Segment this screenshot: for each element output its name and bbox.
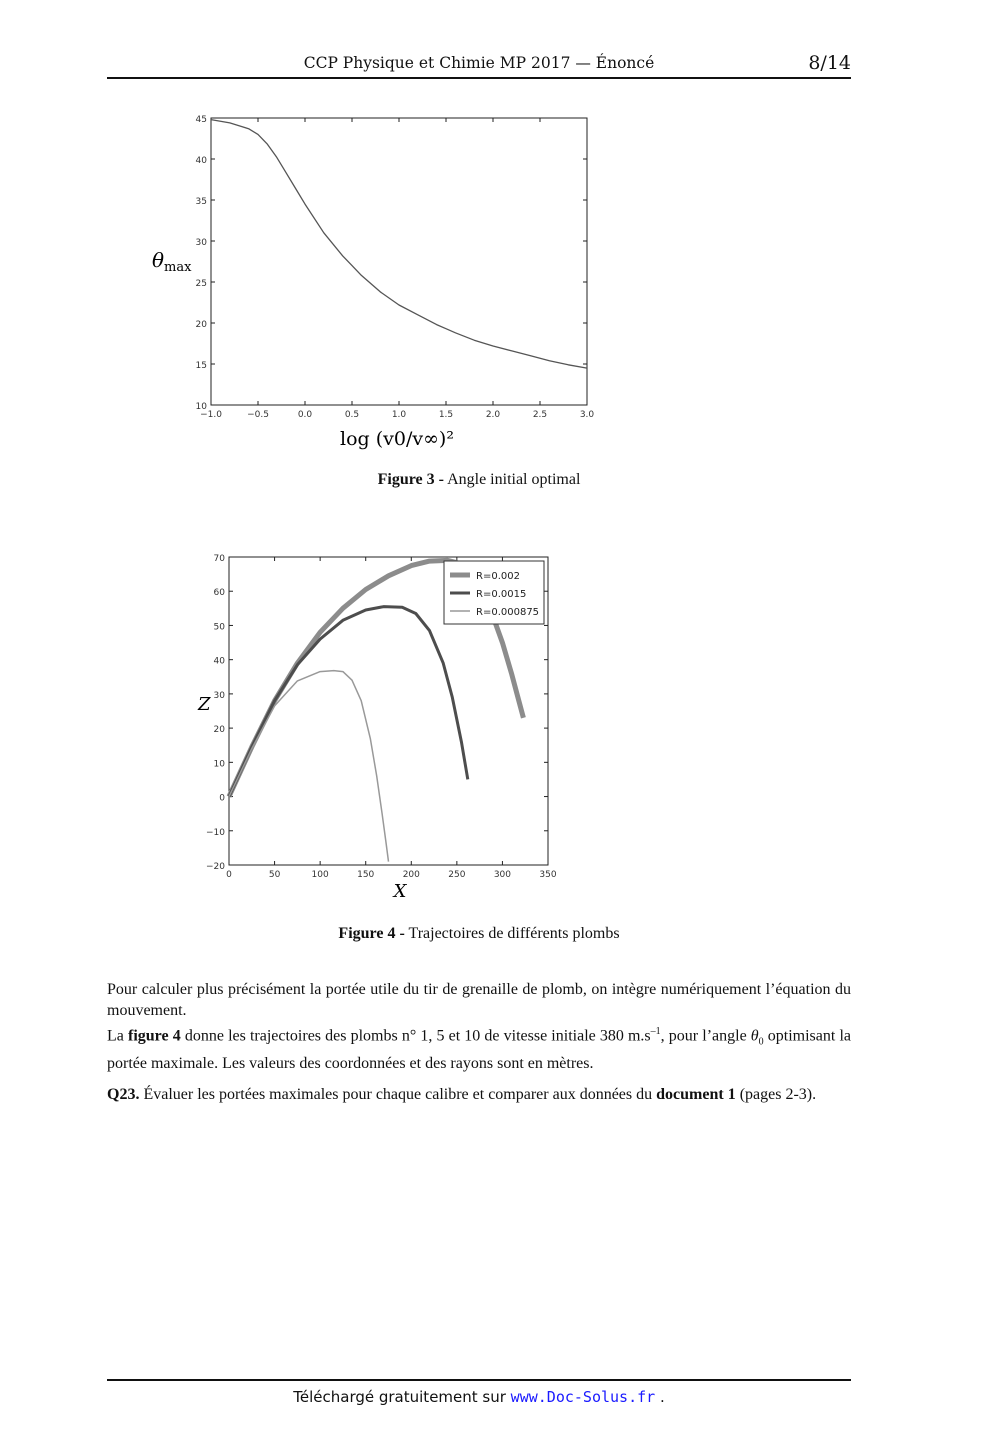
figure-3-xtick-label: 1.0 [391,410,407,420]
figure-3-caption [107,471,851,489]
figure-3-xtick-label: 1.5 [438,410,454,420]
figure-3-ytick-label: 35 [195,197,207,207]
figure-3-xtick-label: −1.0 [200,410,222,420]
header-title: CCP Physique et Chimie MP 2017 — Énoncé [303,54,655,72]
figure-4-ytick-label: 70 [213,554,225,564]
figure-3-ytick-label: 30 [195,238,207,248]
figure-4-ytick-label: 30 [213,690,225,701]
figure-4-xtick-label: 300 [493,870,512,880]
figure-4-legend-label: R=0.002 [476,571,520,582]
footer-link[interactable]: www.Doc-Solus.fr [510,1388,656,1406]
header-rule [107,77,851,79]
figure-4-legend-label: R=0.000875 [476,607,540,618]
figure-3-ytick-label: 25 [195,279,207,289]
figure-4-ytick-label: 20 [213,725,225,736]
page-number: 8/14 [808,52,851,74]
figure-4-xtick-label: 100 [311,870,329,880]
figure-3-chart [130,105,610,455]
figure-4-caption-label: Figure 4 - [338,925,405,942]
figure-3-ytick-label: 40 [195,156,207,166]
figure-3-ytick-label: 10 [195,402,207,412]
figure-3-ytick-label: 15 [195,361,207,371]
figure-4-xtick-label: 0 [226,870,232,880]
figure-4-legend [444,561,544,624]
figure-4-ytick-label: 10 [213,759,225,770]
figure-3-xtick-label: 0.0 [297,410,313,420]
figure-4-ytick-label: −10 [206,827,225,838]
figure-4-xtick-label: 150 [357,870,375,880]
footer-rule [107,1379,851,1381]
figure-4-caption [107,925,851,943]
figure-4-xlabel: X [393,881,407,902]
figure-4-xtick-label: 200 [402,870,420,880]
figure-4-xtick-label: 250 [448,870,466,880]
figure-3-caption-text: Angle initial optimal [443,471,581,488]
figure-3-xtick-label: 2.0 [485,410,501,420]
figure-4-series-line-3 [229,671,389,862]
figure-4-legend-label: R=0.0015 [476,589,527,600]
figure-3-caption-label: Figure 3 - [377,471,444,488]
figure-4-ytick-label: 40 [213,656,225,667]
figure-3-xtick-label: 0.5 [344,410,360,420]
figure-4-ytick-label: 50 [213,622,225,633]
figure-3-xtick-label: −0.5 [247,410,269,420]
figure-4-ylabel: Z [198,694,211,715]
figure-4-xtick-label: 50 [268,870,281,880]
footer: Téléchargé gratuitement sur www.Doc-Solus.fr . [293,1388,665,1406]
figure-3-ytick-label: 45 [195,115,207,125]
figure-4-ytick-label: −20 [206,862,225,872]
figure-3-ylabel: $\theta_{max}$ [152,248,192,275]
figure-4-series-line-2 [229,607,468,797]
figure-4-ytick-label: 0 [219,793,225,804]
figure-3-axes-frame [211,118,587,405]
figure-3-xlabel: log (v0/v∞)² [340,428,454,450]
figure-4-caption-text: Trajectoires de différents plombs [404,925,620,942]
paragraph-2: La figure 4 donne les trajectoires des plombs n° 1, 5 et 10 de vitesse initiale 380 $m.s^{-1}$, pour l’angle $\theta_0$ optimisant la portée maximale. Les valeurs des coordonnées et des rayons sont en mètres. [107,1026,852,1072]
figure-3-ytick-label: 20 [195,320,207,330]
figure-3-xtick-label: 3.0 [579,410,595,420]
figure-3-series-line-1 [211,120,587,369]
figure-3-xtick-label: 2.5 [532,410,548,420]
paragraph-1: Pour calculer plus précisément la portée utile du tir de grenaille de plomb, on intègre numériquement l’équation du mouvement. [107,981,851,1019]
figure-4-ytick-label: 60 [213,588,225,599]
figure-4-chart [180,545,580,905]
figure-4-xtick-label: 350 [539,870,557,880]
question-23: Q23. Évaluer les portées maximales pour chaque calibre et comparer aux données du document 1 (pages 2-3). [107,1086,817,1103]
